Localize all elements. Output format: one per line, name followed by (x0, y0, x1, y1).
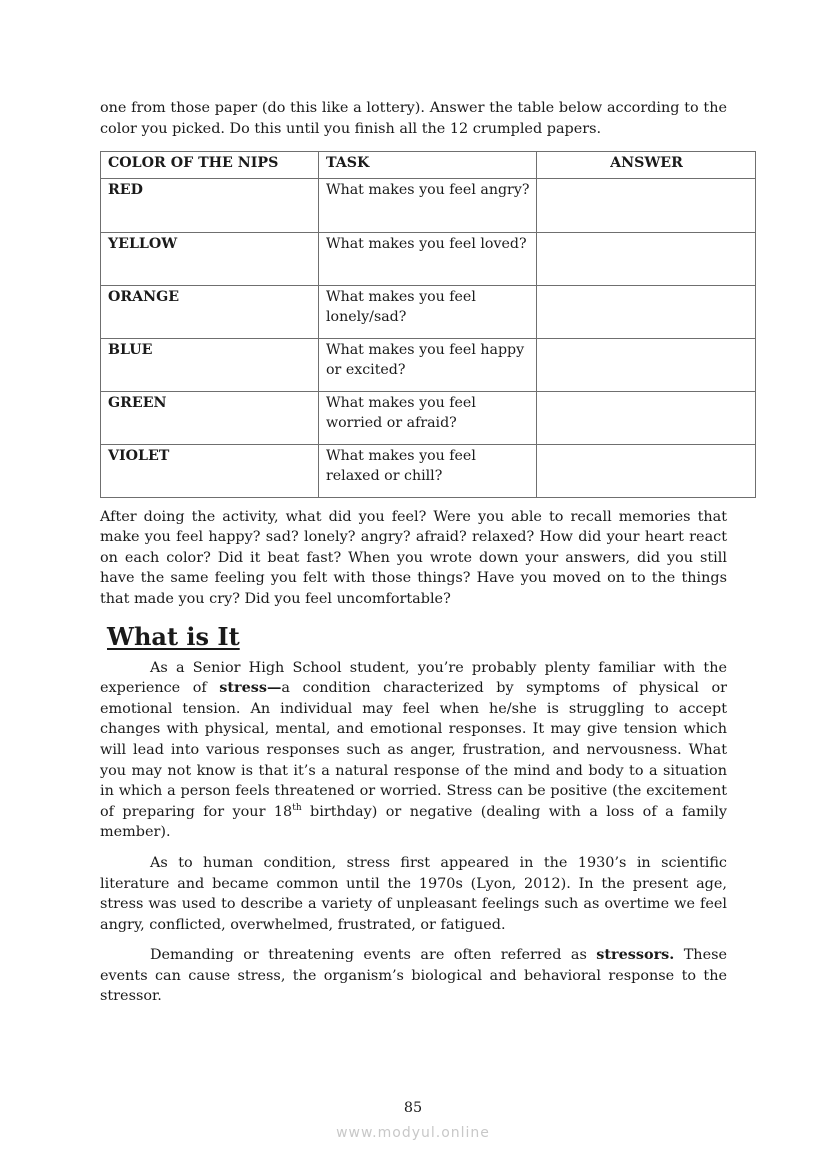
table-header-row (101, 152, 756, 178)
answer-cell[interactable] (537, 232, 756, 285)
task-cell: What makes you feel worried or afraid? (319, 391, 537, 444)
color-cell: ORANGE (101, 285, 319, 338)
reflection-paragraph: After doing the activity, what did you feel? Were you able to recall memories that make you feel happy? sad? lonely? angry? afraid? relaxed? How did your heart react on each color? Did it beat fast? When you wrote down your answers, did you still have the same feeling you felt with those things? Have you moved on to the things that made you cry? Did you feel uncomfortable? (100, 508, 727, 607)
stress-text-middle: a condition characterized by symptoms of physical or emotional tension. An individual may feel when he/she is struggling to accept changes with physical, mental, and emotional responses. It may give tension which will lead into various responses such as anger, frustration, and nervousness. What you may not know is that it’s a natural response of the mind and body to a situation in which a person feels threatened or worried. Stress can be positive (the excitement of preparing for your 18 (100, 680, 728, 820)
stressors-text-before: Demanding or threatening events are often referred as (150, 947, 597, 964)
answer-cell[interactable] (537, 391, 756, 444)
table-row (101, 178, 756, 232)
page-number: 85 (403, 1100, 423, 1116)
color-cell: GREEN (101, 391, 319, 444)
nips-table (100, 151, 756, 497)
task-cell: What makes you feel relaxed or chill? (319, 444, 537, 497)
answer-cell[interactable] (537, 444, 756, 497)
intro-paragraph: one from those paper (do this like a lottery). Answer the table below according to the color you picked. Do this until you finish all the 12 crumpled papers. (100, 100, 727, 137)
page-body (100, 98, 727, 1007)
stress-paragraph (100, 658, 727, 843)
color-cell: BLUE (101, 338, 319, 391)
table-row (101, 391, 756, 444)
history-paragraph: As to human condition, stress first appeared in the 1930’s in scientific literature and became common until the 1970s (Lyon, 2012). In the present age, stress was used to describe a variety of unpleasant feelings such as overtime we feel angry, conflicted, overwhelmed, frustrated, or fatigued. (100, 854, 727, 933)
color-cell: RED (101, 178, 319, 232)
table-row (101, 444, 756, 497)
header-answer: ANSWER (537, 152, 756, 178)
header-task: TASK (319, 152, 537, 178)
color-cell: YELLOW (101, 232, 319, 285)
task-cell: What makes you feel lonely/sad? (319, 285, 537, 338)
stressors-paragraph (100, 945, 727, 1007)
stress-term: stress— (219, 679, 282, 697)
task-cell: What makes you feel angry? (319, 178, 537, 232)
task-cell: What makes you feel happy or excited? (319, 338, 537, 391)
stressors-text-after: These events can cause stress, the organism’s biological and behavioral response to the stressor. (100, 947, 727, 1005)
stressors-term: stressors. (596, 946, 675, 964)
answer-cell[interactable] (537, 338, 756, 391)
task-cell: What makes you feel loved? (319, 232, 537, 285)
section-heading: What is It (107, 621, 240, 651)
table-row (101, 285, 756, 338)
stress-text-after: birthday) or negative (dealing with a loss of a family member). (100, 803, 727, 841)
stress-text-before: As a Senior High School student, you’re probably plenty familiar with the experience of (100, 659, 727, 697)
header-color: COLOR OF THE NIPS (101, 152, 319, 178)
table-row (101, 338, 756, 391)
table-row (101, 232, 756, 285)
answer-cell[interactable] (537, 178, 756, 232)
watermark: www.modyul.online (336, 1125, 490, 1141)
answer-cell[interactable] (537, 285, 756, 338)
ordinal-suffix: th (292, 802, 302, 813)
color-cell: VIOLET (101, 444, 319, 497)
